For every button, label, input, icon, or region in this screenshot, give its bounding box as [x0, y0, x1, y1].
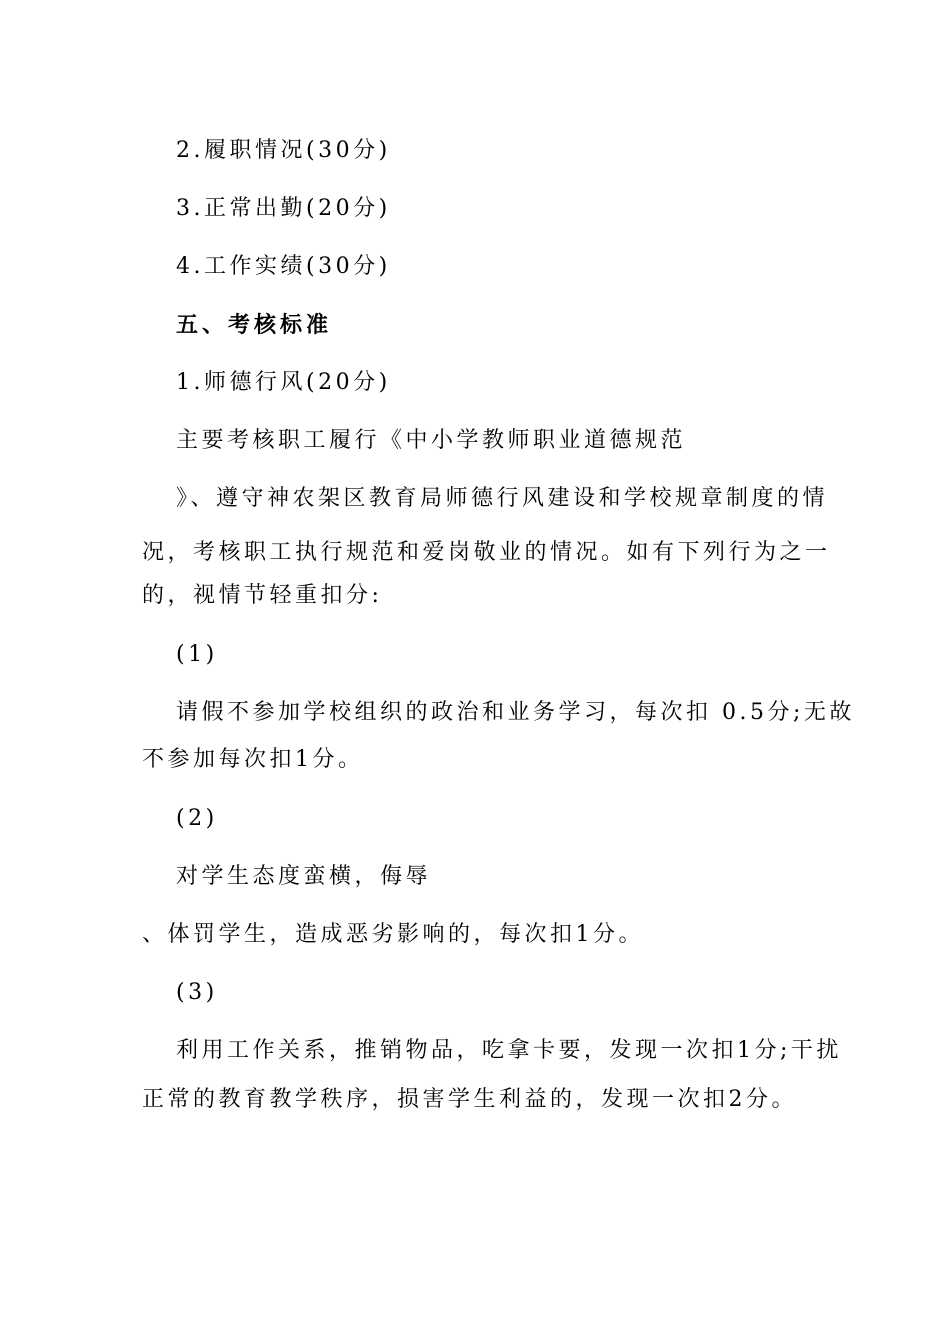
intro-paragraph-line-2: 》、遵守神农架区教育局师德行风建设和学校规章制度的情	[176, 486, 829, 511]
item-4-achievements: 4.工作实绩(30分)	[176, 254, 391, 279]
clause-2-number: (2)	[176, 806, 218, 831]
intro-paragraph-line-3: 况，考核职工执行规范和爱岗敬业的情况。如有下列行为之一	[142, 540, 831, 565]
clause-3-number: (3)	[176, 980, 218, 1005]
intro-paragraph-line-4: 的，视情节轻重扣分:	[142, 583, 383, 608]
subsection-1-title: 1.师德行风(20分)	[176, 370, 391, 395]
item-3-attendance: 3.正常出勤(20分)	[176, 196, 391, 221]
clause-2-line-2: 、体罚学生，造成恶劣影响的，每次扣1分。	[142, 922, 644, 947]
section-5-heading: 五、考核标准	[176, 312, 333, 338]
clause-1-number: (1)	[176, 642, 218, 667]
clause-1-line-1: 请假不参加学校组织的政治和业务学习，每次扣 0.5分;无故	[176, 700, 855, 725]
clause-1-line-2: 不参加每次扣1分。	[142, 747, 364, 772]
clause-2-line-1: 对学生态度蛮横，侮辱	[176, 864, 432, 889]
intro-paragraph-line-1: 主要考核职工履行《中小学教师职业道德规范	[176, 428, 687, 453]
clause-3-line-1: 利用工作关系，推销物品，吃拿卡要，发现一次扣1分;干扰	[176, 1038, 842, 1063]
clause-3-line-2: 正常的教育教学秩序，损害学生利益的，发现一次扣2分。	[142, 1087, 797, 1112]
item-2-performance: 2.履职情况(30分)	[176, 138, 391, 163]
